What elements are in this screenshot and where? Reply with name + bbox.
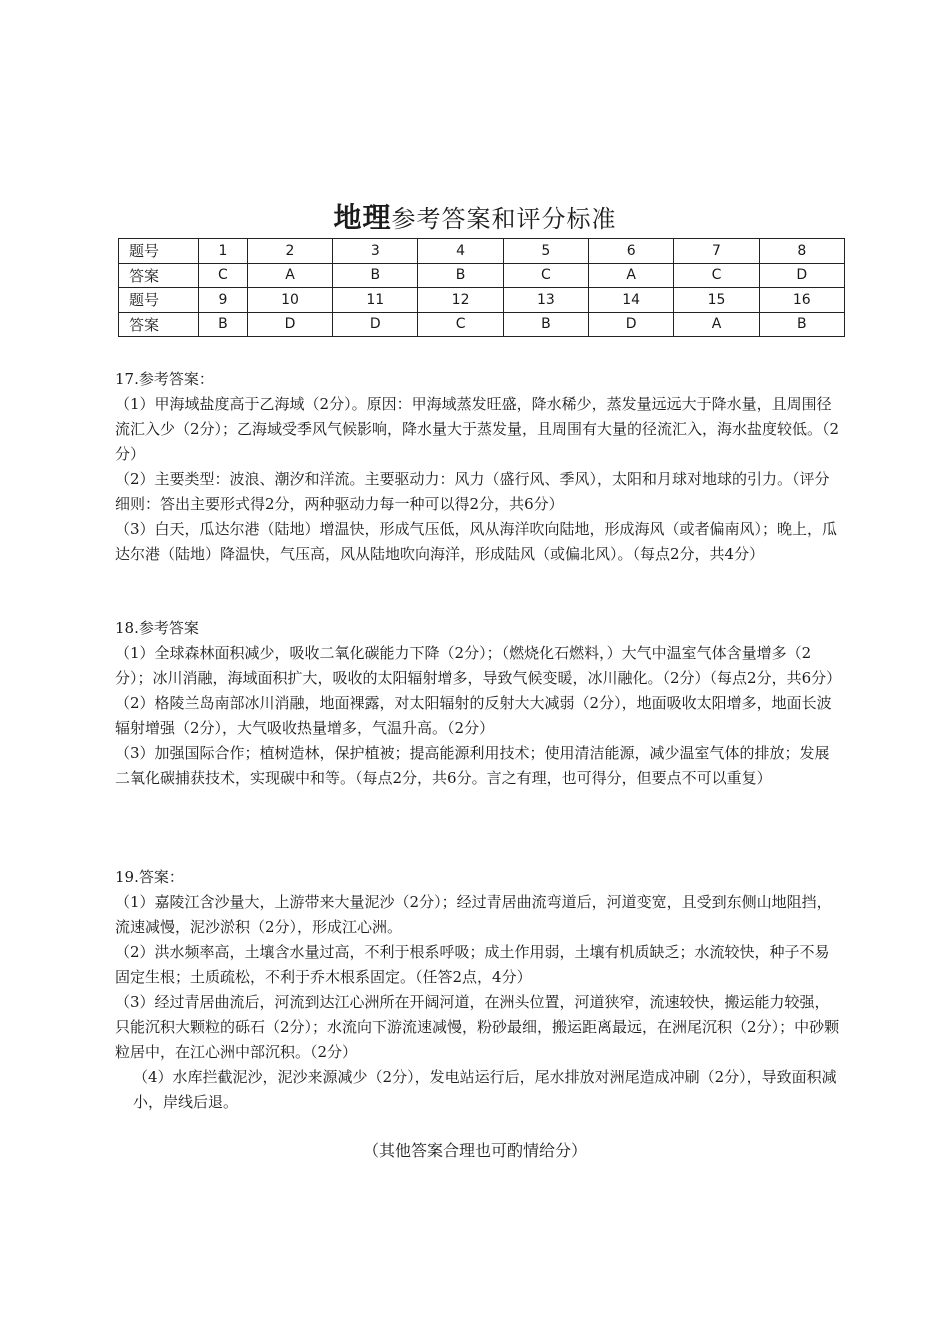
table-cell: B <box>418 263 503 288</box>
table-cell: D <box>759 263 844 288</box>
question-18-answer <box>115 616 843 791</box>
table-row <box>119 312 845 337</box>
table-cell: C <box>199 263 248 288</box>
table-cell: 10 <box>247 288 332 313</box>
question-heading: 17.参考答案： <box>115 370 214 388</box>
table-cell: 5 <box>503 239 588 264</box>
table-cell: D <box>589 312 674 337</box>
table-cell: B <box>199 312 248 337</box>
table-cell: A <box>247 263 332 288</box>
question-19-answer <box>115 865 843 1115</box>
table-cell: 15 <box>674 288 759 313</box>
title-subject: 地理 <box>333 201 392 234</box>
answer-paragraph: （4）水库拦截泥沙，泥沙来源减少（2分），发电站运行后，尾水排放对洲尾造成冲刷（2分），导致面积减小，岸线后退。 <box>133 1068 837 1111</box>
table-row <box>119 288 845 313</box>
answer-paragraph: （1）嘉陵江含沙量大，上游带来大量泥沙（2分）；经过青居曲流弯道后，河道变宽，且受到东侧山地阻挡，流速减慢，泥沙淤积（2分），形成江心洲。 <box>115 893 832 936</box>
table-cell: D <box>247 312 332 337</box>
question-heading: 18.参考答案 <box>115 619 199 637</box>
answer-paragraph: （2）格陵兰岛南部冰川消融，地面裸露，对太阳辐射的反射大大减弱（2分），地面吸收太阳增多，地面长波辐射增强（2分），大气吸收热量增多，气温升高。（2分） <box>115 694 832 737</box>
table-cell: C <box>674 263 759 288</box>
table-row <box>119 263 845 288</box>
table-cell: B <box>333 263 418 288</box>
table-cell: A <box>674 312 759 337</box>
row-header: 答案 <box>119 312 199 337</box>
answer-table <box>118 238 845 337</box>
table-cell: 13 <box>503 288 588 313</box>
table-cell: 12 <box>418 288 503 313</box>
table-cell: 9 <box>199 288 248 313</box>
table-cell: 4 <box>418 239 503 264</box>
answer-paragraph: （1）甲海域盐度高于乙海域（2分）。原因：甲海域蒸发旺盛，降水稀少，蒸发量远远大于降水量，且周围径流汇入少（2分）；乙海域受季风气候影响，降水量大于蒸发量，且周围有大量的径流汇入，海水盐度较低。（2分） <box>115 395 840 463</box>
table-cell: D <box>333 312 418 337</box>
grading-note: （其他答案合理也可酌情给分） <box>362 1141 587 1160</box>
table-cell: B <box>503 312 588 337</box>
table-cell: C <box>503 263 588 288</box>
table-cell: 16 <box>759 288 844 313</box>
row-header: 题号 <box>119 239 199 264</box>
answer-paragraph: （3）经过青居曲流后，河流到达江心洲所在开阔河道，在洲头位置，河道狭窄，流速较快，搬运能力较强，只能沉积大颗粒的砾石（2分）；水流向下游流速减慢，粉砂最细，搬运距离最远，在洲尾沉积（2分）；中砂颗粒居中，在江心洲中部沉积。（2分） <box>115 993 840 1061</box>
table-cell: B <box>759 312 844 337</box>
row-header: 题号 <box>119 288 199 313</box>
table-cell: 1 <box>199 239 248 264</box>
answer-paragraph: （3）白天，瓜达尔港（陆地）增温快，形成气压低，风从海洋吹向陆地，形成海风（或者偏南风）；晚上，瓜达尔港（陆地）降温快，气压高，风从陆地吹向海洋，形成陆风（或偏北风）。（每点2分，共4分） <box>115 520 838 563</box>
answer-paragraph: （2）洪水频率高，土壤含水量过高，不利于根系呼吸；成土作用弱，土壤有机质缺乏；水流较快，种子不易固定生根；土质疏松，不利于乔木根系固定。（任答2点，4分） <box>115 943 830 986</box>
answer-paragraph: （1）全球森林面积减少，吸收二氧化碳能力下降（2分）；（燃烧化石燃料，）大气中温室气体含量增多（2分）；冰川消融，海域面积扩大，吸收的太阳辐射增多，导致气候变暖，冰川融化。（2分）（每点2分，共6分） <box>115 644 842 687</box>
answer-paragraph: （3）加强国际合作；植树造林，保护植被；提高能源利用技术；使用清洁能源，减少温室气体的排放；发展二氧化碳捕获技术，实现碳中和等。（每点2分，共6分。言之有理，也可得分，但要点不可以重复） <box>115 744 830 787</box>
table-cell: 2 <box>247 239 332 264</box>
question-heading: 19.答案： <box>115 868 184 886</box>
table-cell: 7 <box>674 239 759 264</box>
page-title <box>0 196 950 236</box>
table-cell: 3 <box>333 239 418 264</box>
table-cell: 8 <box>759 239 844 264</box>
answer-paragraph: （2）主要类型：波浪、潮汐和洋流。主要驱动力：风力（盛行风、季风），太阳和月球对地球的引力。（评分细则：答出主要形式得2分，两种驱动力每一种可以得2分，共6分） <box>115 470 830 513</box>
table-cell: 11 <box>333 288 418 313</box>
question-17-answer <box>115 367 843 567</box>
table-cell: A <box>589 263 674 288</box>
title-rest: 参考答案和评分标准 <box>391 205 617 233</box>
table-cell: C <box>418 312 503 337</box>
table-cell: 14 <box>589 288 674 313</box>
table-row <box>119 239 845 264</box>
table-cell: 6 <box>589 239 674 264</box>
row-header: 答案 <box>119 263 199 288</box>
